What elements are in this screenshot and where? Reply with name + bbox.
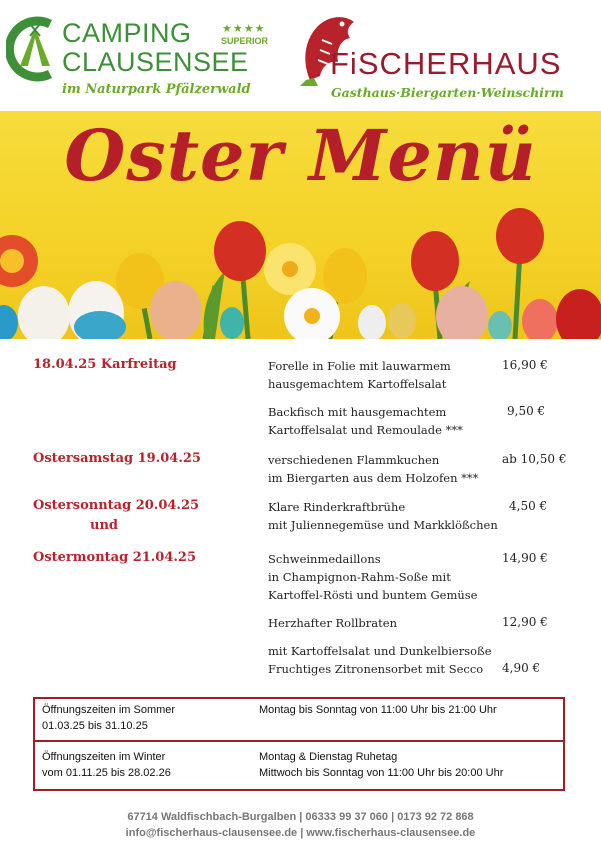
camping-logo-icon — [6, 16, 64, 82]
hours-divider — [33, 740, 565, 742]
summer-dates: 01.03.25 bis 31.10.25 — [42, 720, 148, 732]
dish-line: Forelle in Folie mit lauwarmem — [268, 359, 451, 373]
dish-line: Kartoffelsalat und Remoulade *** — [268, 423, 463, 437]
dish-line: hausgemachtem Kartoffelsalat — [268, 377, 447, 391]
winter-rest-days: Montag & Dienstag Ruhetag — [259, 751, 398, 763]
day-und: und — [90, 518, 118, 533]
footer-email-web[interactable]: info@fischerhaus-clausensee.de | www.fischerhaus-clausensee.de — [125, 827, 476, 839]
dish-price: 12,90 € — [502, 615, 548, 629]
dish-line: verschiedenen Flammkuchen — [268, 453, 440, 467]
dish-line: mit Juliennegemüse und Markklößchen — [268, 518, 498, 532]
dish-line: Fruchtiges Zitronensorbet mit Secco — [268, 662, 484, 676]
menu-item — [268, 451, 478, 487]
summer-times: Montag bis Sonntag von 11:00 Uhr bis 21:00 Uhr — [259, 704, 497, 716]
day-karfreitag: 18.04.25 Karfreitag — [33, 357, 177, 372]
menu-item — [268, 614, 397, 632]
banner-title: Oster Menü — [64, 114, 537, 197]
menu-item — [268, 498, 498, 534]
dish-price: 4,90 € — [502, 661, 541, 675]
menu-item — [268, 550, 477, 604]
camping-title: CAMPING — [62, 18, 192, 48]
day-ostersonntag: Ostersonntag 20.04.25 — [33, 498, 200, 513]
fischerhaus-title: FiSCHERHAUS — [330, 46, 562, 81]
winter-dates: vom 01.11.25 bis 28.02.26 — [42, 767, 171, 779]
day-ostersamstag: Ostersamstag 19.04.25 — [33, 451, 201, 466]
naturpark-tagline: im Naturpark Pfälzerwald — [62, 82, 251, 97]
dish-line: mit Kartoffelsalat und Dunkelbiersoße — [268, 644, 492, 658]
superior-label: SUPERIOR — [221, 36, 269, 46]
dish-line: Herzhafter Rollbraten — [268, 616, 397, 630]
dish-price: ab 10,50 € — [502, 452, 567, 466]
dish-line: in Champignon-Rahm-Soße mit — [268, 570, 451, 584]
menu-item — [268, 642, 492, 678]
clausensee-title: CLAUSENSEE — [62, 47, 249, 77]
dish-line: Klare Rinderkraftbrühe — [268, 500, 406, 514]
day-ostermontag: Ostermontag 21.04.25 — [33, 550, 197, 565]
dish-price: 4,50 € — [509, 499, 548, 513]
summer-label: Öffnungszeiten im Sommer — [42, 704, 176, 716]
menu-item — [268, 357, 451, 393]
footer-address-phone: 67714 Waldfischbach-Burgalben | 06333 99 37 060 | 0173 92 72 868 — [127, 811, 474, 823]
winter-label: Öffnungszeiten im Winter — [42, 751, 166, 763]
menu-item — [268, 403, 463, 439]
dish-line: Backfisch mit hausgemachtem — [268, 405, 447, 419]
rating-stars: ★★★★ — [222, 22, 266, 35]
dish-price: 16,90 € — [502, 358, 548, 372]
dish-line: Kartoffel-Rösti und buntem Gemüse — [268, 588, 478, 602]
dish-line: Schweinmedaillons — [268, 552, 381, 566]
dish-price: 9,50 € — [507, 404, 546, 418]
winter-times: Mittwoch bis Sonntag von 11:00 Uhr bis 20:00 Uhr — [259, 767, 504, 779]
dish-line: im Biergarten aus dem Holzofen *** — [268, 471, 479, 485]
dish-price: 14,90 € — [502, 551, 548, 565]
gasthaus-tagline: Gasthaus·Biergarten·Weinschirm — [331, 85, 564, 100]
